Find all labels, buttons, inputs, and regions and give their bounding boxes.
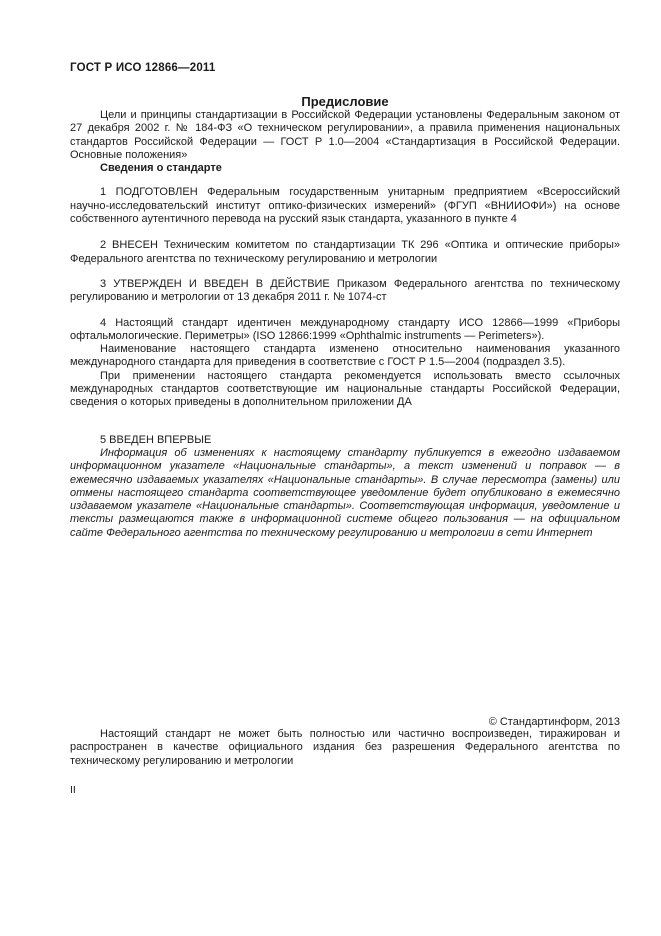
item-paragraph: При применении настоящего стандарта рекомендуется использовать вместо ссылочных международных стандартов соответствующие им национальные стандарты Российской Федерации, сведения о которых приведены в дополнительном приложении ДА [70,369,620,409]
item-paragraph: 4 Настоящий стандарт идентичен международному стандарту ИСО 12866—1999 «Приборы офтальмологические. Периметры» (ISO 12866:1999 «Ophthalmic instruments — Perimeters»). [70,316,620,342]
item-paragraph: 1 ПОДГОТОВЛЕН Федеральным государственным унитарным предприятием «Всероссийский научно-исследовательский институт оптико-физических измерений» (ФГУП «ВНИИОФИ») на основе собственного аутентичного перевода на русский язык стандарта, указанного в пункте 4 [70,186,620,226]
copyright-line: © Стандартинформ, 2013 [488,716,620,729]
item-paragraph: 5 ВВЕДЕН ВПЕРВЫЕ [100,433,212,446]
page-number: II [70,783,76,796]
standard-info-item-4 [70,317,620,410]
standard-info-item-1 [70,186,620,226]
reproduction-notice: Настоящий стандарт не может быть полностью или частично воспроизведен, тиражирован и распространен в качестве официального издания без разрешения Федерального агентства по техническому регулированию и метрологии [70,728,620,767]
section-heading: Сведения о стандарте [100,162,222,175]
page-title: Предисловие [301,94,389,109]
item-paragraph: 3 УТВЕРЖДЕН И ВВЕДЕН В ДЕЙСТВИЕ Приказом Федерального агентства по техническому регулированию и метрологии от 13 декабря 2011 г. № 1074-ст [70,277,620,304]
document-designation: ГОСТ Р ИСО 12866—2011 [70,62,216,74]
item-paragraph: 2 ВНЕСЕН Техническим комитетом по стандартизации ТК 296 «Оптика и оптические приборы» Федерального агентства по техническому регулированию и метрологии [70,239,620,265]
standard-info-item-2 [70,239,620,266]
amendments-note: Информация об изменениях к настоящему стандарту публикуется в ежегодно издаваемом информационном указателе «Национальные стандарты», а текст изменений и поправок — в ежемесячно издаваемых указателях «Национальные стандарты». В случае пересмотра (замены) или отмены настоящего стандарта соответствующее уведомление будет опубликовано в ежемесячно издаваемом указателе «Национальные стандарты». Соответствующая информация, уведомление и тексты размещаются также в информационной системе общего пользования — на официальном сайте Федерального агентства по техническому регулированию и метрологии в сети Интернет [70,446,620,539]
intro-paragraph: Цели и принципы стандартизации в Российской Федерации установлены Федеральным законом от 27 декабря 2002 г. № 184-ФЗ «О техническом регулировании», а правила применения национальных стандартов Российской Федерации — ГОСТ Р 1.0—2004 «Стандартизация в Российской Федерации. Основные положения» [70,109,620,161]
standard-info-item-5 [70,434,620,447]
item-paragraph: Наименование настоящего стандарта изменено относительно наименования указанного международного стандарта для приведения в соответствие с ГОСТ Р 1.5—2004 (подраздел 3.5). [70,343,620,369]
standard-info-item-3 [70,278,620,305]
